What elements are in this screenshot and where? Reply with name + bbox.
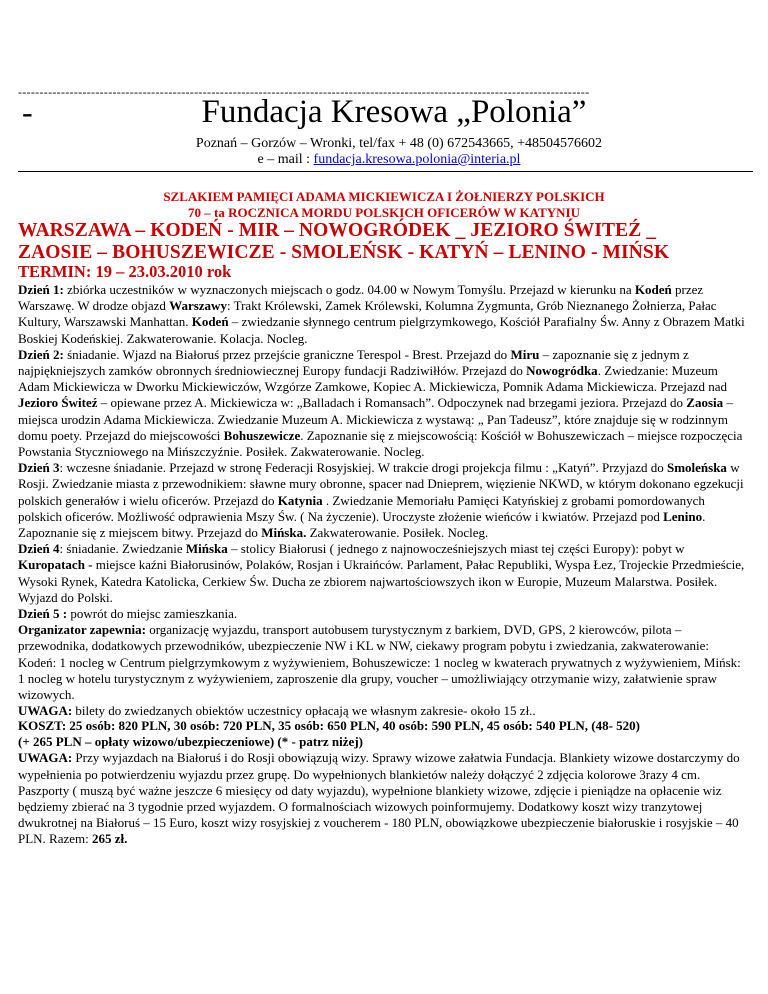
- tickets-note: UWAGA: bilety do zwiedzanych obiektów uczestnicy opłacają we własnym zakresie- około 15 zł..: [18, 703, 536, 719]
- visa-note: UWAGA: Przy wyjazdach na Białoruś i do Rosji obowiązują wizy. Sprawy wizowe załatwia Fundacja. Blankiety wizowe dostarczymy do wypełnienia po potwierdzeniu wyjazdu przez grupę. Do wypełnionych blankietów należy dołączyć 2 zdjęcia kolorowe 3razy 4 cm. Paszporty ( muszą być ważne jeszcze 6 miesięcy od daty wyjazdu), wypełnione blankiety wizowe, zdjęcie i pieniądze na opłacenie wiz będziemy zbierać na 3 tygodnie przed wyjazdem. O formalnościach wizowych poinformujemy. Dodatkowy koszt wizy tranzytowej dwukrotnej na Białoruś – 15 Euro, koszt wizy rosyjskiej z voucherem - 180 PLN, obowiązkowe ubezpieczenie białoruskie i rosyjskie – 40 PLN. Razem: 265 zł.: [18, 750, 740, 847]
- itinerary: [18, 282, 746, 719]
- route-line-2: ZAOSIE – BOHUSZEWICZE - SMOLEŃSK - KATYŃ – LENINO - MIŃSK: [18, 242, 670, 263]
- day-1: Dzień 1: zbiórka uczestników w wyznaczonych miejscach o godz. 04.00 w Nowym Tomyślu. Przejazd w kierunku na Kodeń przez Warszawę. W drodze objazd Warszawy: Trakt Królewski, Zamek Królewski, Kolumna Zygmunta, Grób Nieznanego Żołnierza, Pałac Kultury, Warszawski Manhattan. Kodeń – zwiedzanie słynnego centrum pielgrzymkowego, Kościół Parafialny Św. Anny z Obrazem Matki Boskiej Kodeńskiej. Zakwaterowanie. Kolacja. Nocleg.: [18, 282, 745, 346]
- day-2: Dzień 2: śniadanie. Wjazd na Białoruś przez przejście graniczne Terespol - Brest. Przejazd do Miru – zapoznanie się z jednym z najpiękniejszych zamków obronnych średniowiecznej Europy fundacji Radziwiłłów. Przejazd do Nowogródka. Zwiedzanie: Muzeum Adam Mickiewicza w Dworku Mickiewiczów, Wzgórze Zamkowe, Kopiec A. Mickiewicza, Pomnik Adama Mickiewicza. Przejazd nad Jezioro Świteź – opiewane przez A. Mickiewicza w: „Balladach i Romansach”. Odpoczynek nad brzegami jeziora. Przejazd do Zaosia – miejsca urodzin Adama Mickiewicza. Zwiedzanie Muzeum A. Mickiewicza z wystawą: „ Pan Tadeusz”, które znajduje się w rodzinnym domu poety. Przejazd do miejscowości Bohuszewicze. Zapoznanie się z miejscowością: Kościół w Bohuszewiczach – miejsce rozpoczęcia Powstania Styczniowego na Mińszczyźnie. Posiłek. Zakwaterowanie. Nocleg.: [18, 346, 743, 460]
- organizer-provides: Organizator zapewnia: organizację wyjazdu, transport autobusem turystycznym z barkiem, DVD, GPS, 2 kierowców, pilota – przewodnika, dodatkowych przewodników, ubezpieczenie NW i KL w NW, ciekawy program pobytu i zwiedzania, zakwaterowanie: Kodeń: 1 nocleg w Centrum pielgrzymkowym z wyżywieniem, Bohuszewicze: 1 nocleg w kwaterach prywatnych z wyżywieniem, Mińsk: 1 nocleg w hotelu turystycznym z wyżywieniem, zaproszenie dla grupy, voucher – umożliwiający otrzymanie wizy, załatwienie spraw wizowych.: [18, 622, 741, 703]
- subtitle-2: 70 – ta ROCZNICA MORDU POLSKICH OFICERÓW W KATYNIU: [188, 205, 580, 220]
- dash-mark: -: [22, 94, 33, 130]
- contact-line: Poznań – Gorzów – Wronki, tel/fax + 48 (0) 672543665, +48504576602: [195, 136, 603, 151]
- cost-section: [18, 718, 748, 848]
- email-link[interactable]: fundacja.kresowa.polonia@interia.pl: [313, 152, 521, 167]
- subtitle-1: SZLAKIEM PAMIĘCI ADAMA MICKIEWICZA I ŻOŁNIERZY POLSKICH: [163, 189, 605, 204]
- route-line-1: WARSZAWA – KODEŃ - MIR – NOWOGRÓDEK _ JEZIORO ŚWITEŹ _: [18, 220, 657, 241]
- day-3: Dzień 3: wczesne śniadanie. Przejazd w stronę Federacji Rosyjskiej. W trakcie drogi projekcja filmu : „Katyń”. Przyjazd do Smoleńska w Rosji. Zwiedzanie miasta z przewodnikiem: sławne mury obronne, spacer nad Dnieprem, więzienie NKWD, w którym dokonano egzekucji polskich generałów i wielu oficerów. Przejazd do Katynia . Zwiedzanie Memoriału Pamięci Katyńskiej z grobami pomordowanych polskich oficerów. Możliwość odprawienia Mszy Św. ( Na życzenie). Uroczyste złożenie wieńców i kwiatów. Przejazd pod Lenino. Zapoznanie się z miejscem bitwy. Przejazd do Mińska. Zakwaterowanie. Posiłek. Nocleg.: [18, 460, 744, 541]
- email-prefix: e – mail :: [257, 152, 314, 167]
- header-rule: [18, 171, 753, 172]
- day-4: Dzień 4: śniadanie. Zwiedzanie Mińska – stolicy Białorusi ( jednego z najnowocześniejszych miast tej części Europy): pobyt w Kuropatach - miejsce kaźni Białorusinów, Polaków, Rosjan i Ukraińców. Parlament, Pałac Republiki, Wyspa Łez, Trojeckie Przedmieście, Wysoki Rynek, Katedra Katolicka, Cerkiew Św. Ducha ze zbiorem najwartościowszych ikon w Europie, Muzeum Malarstwa. Posiłek. Wyjazd do Polski.: [18, 541, 745, 605]
- day-5: Dzień 5 : powrót do miejsc zamieszkania.: [18, 606, 238, 622]
- trip-dates: TERMIN: 19 – 23.03.2010 rok: [18, 262, 232, 281]
- email-line: [0, 152, 768, 168]
- org-title: Fundacja Kresowa „Polonia”: [201, 94, 587, 130]
- cost-line-1: KOSZT: 25 osób: 820 PLN, 30 osób: 720 PLN, 35 osób: 650 PLN, 40 osób: 590 PLN, 45 osób: 540 PLN, (48- 520): [18, 718, 640, 733]
- cost-line-2: (+ 265 PLN – opłaty wizowo/ubezpieczeniowe) (* - patrz niżej): [18, 734, 363, 750]
- dashed-separator: -------------------------------------------------------------------------------------------------------------------------------------: [18, 86, 590, 98]
